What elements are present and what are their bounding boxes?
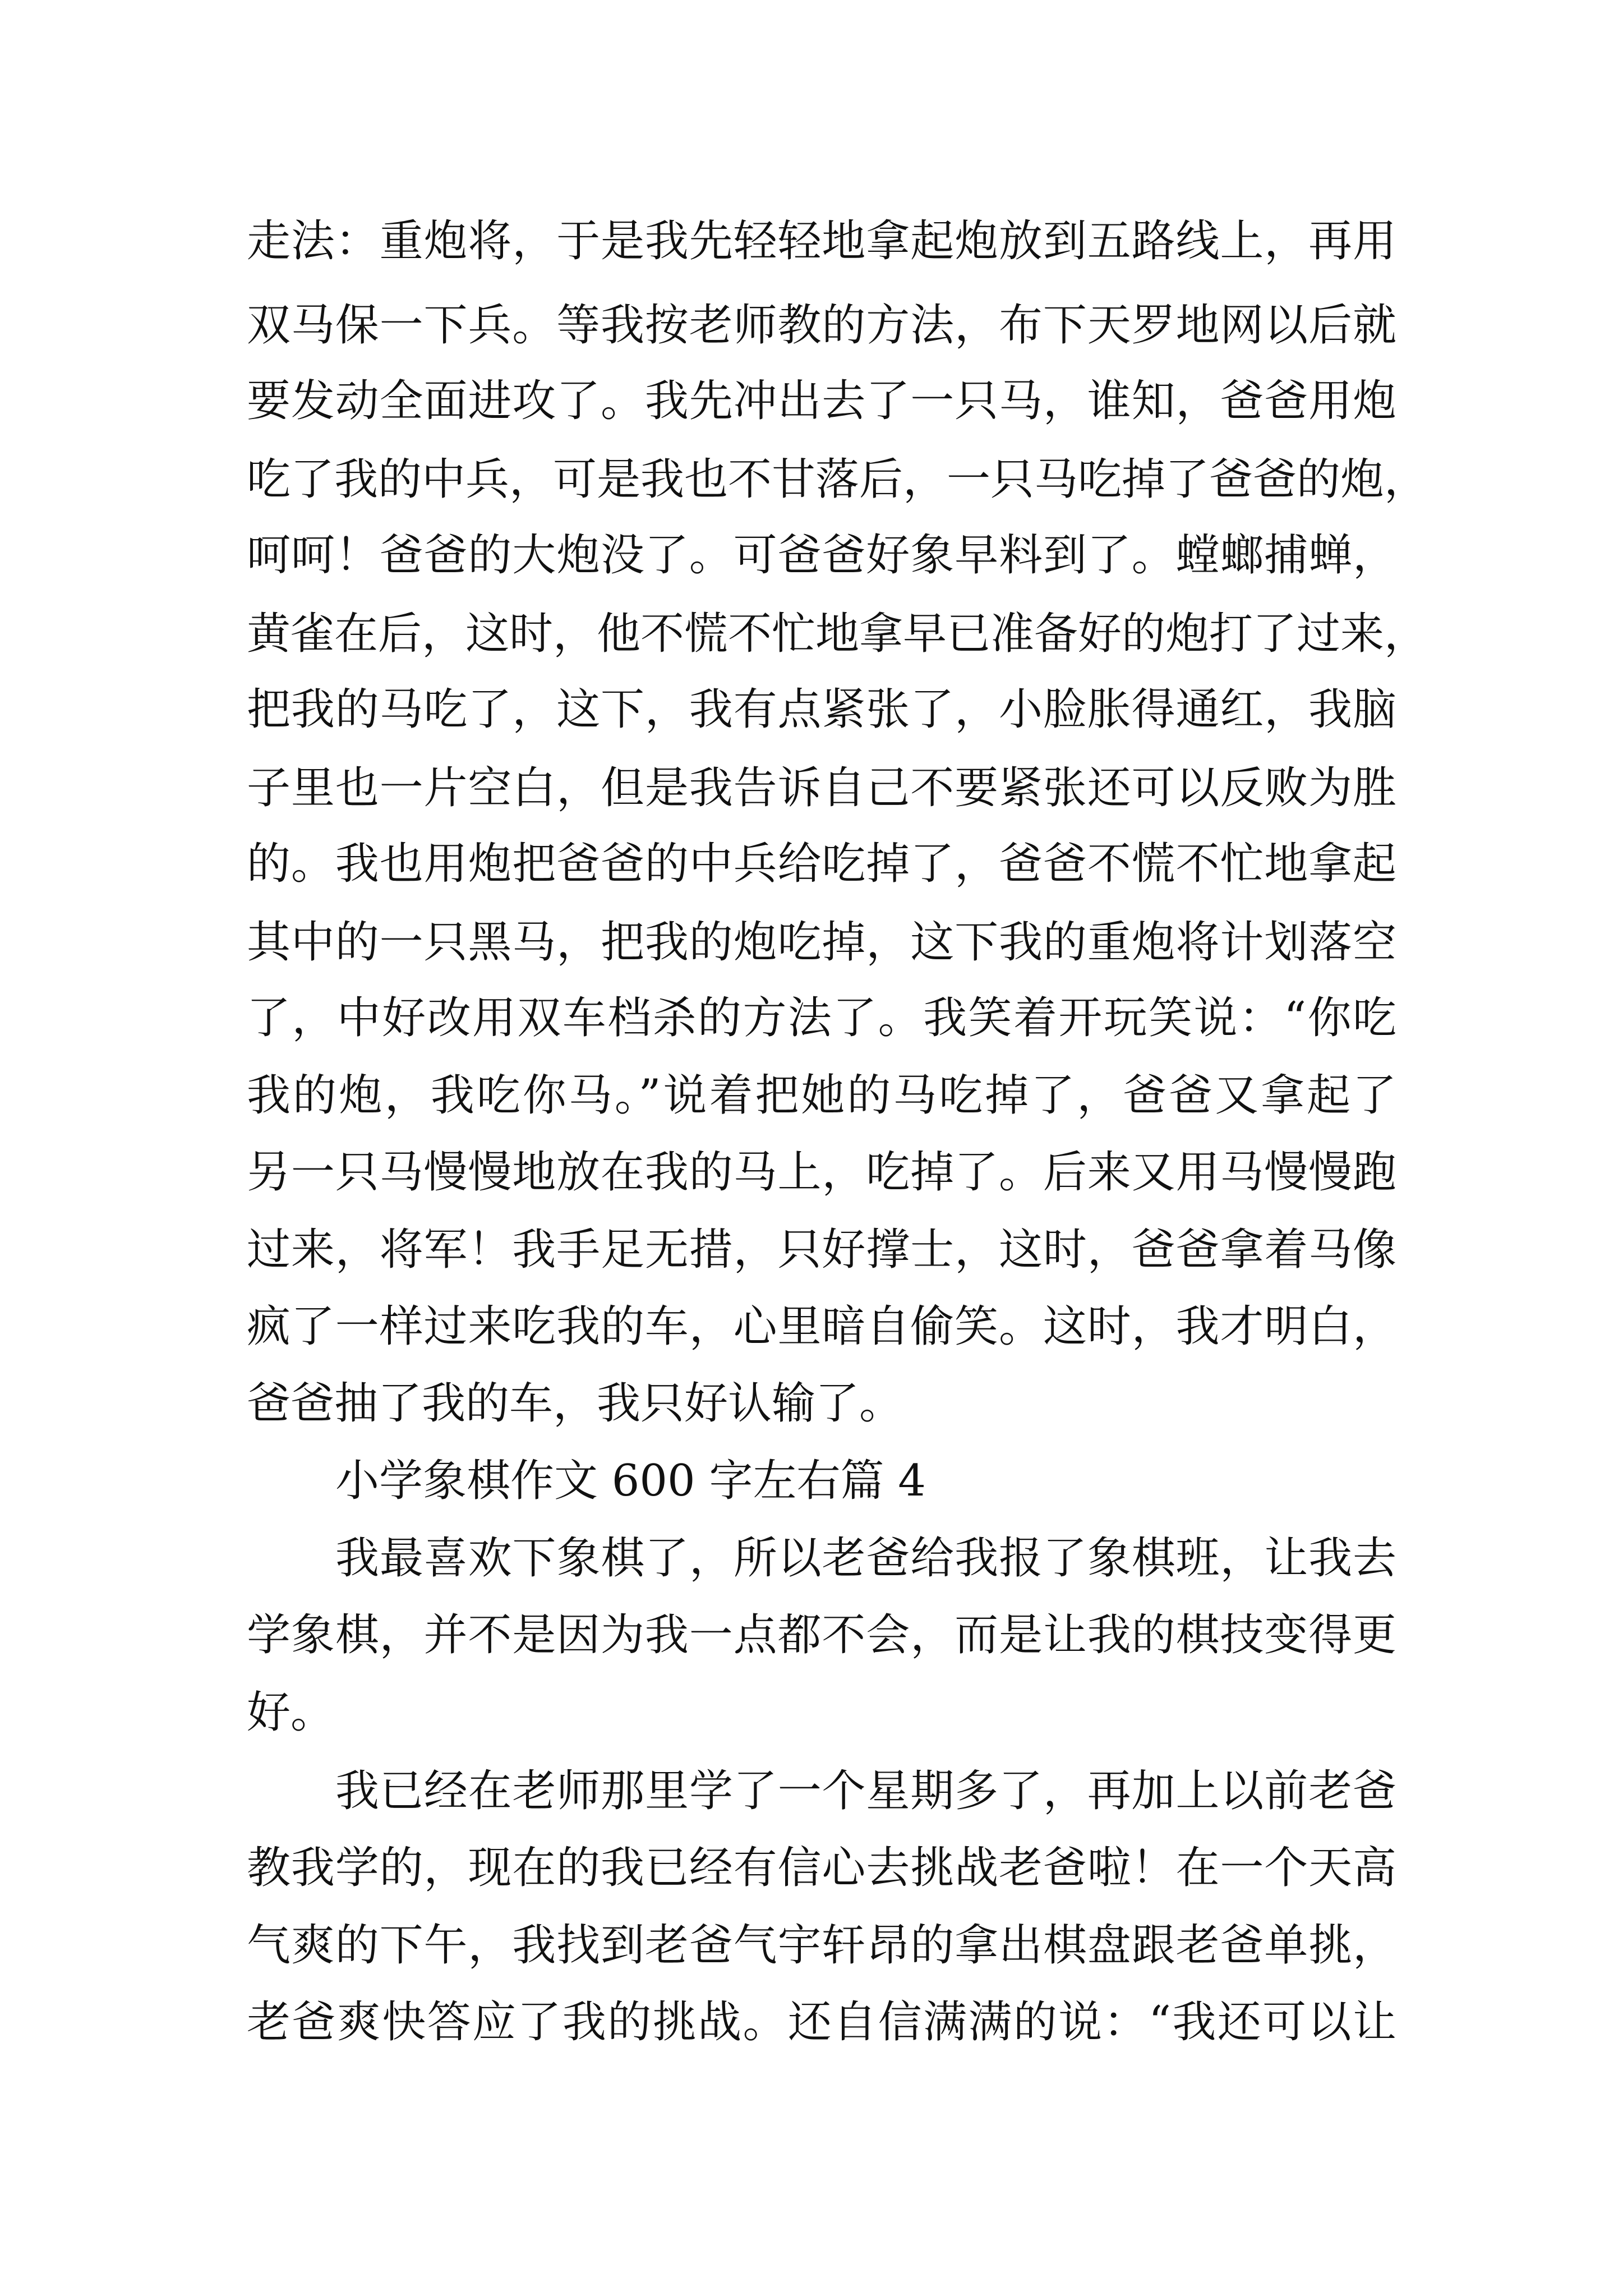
text-line: 爸爸抽了我的车，我只好认输了。 — [247, 1378, 903, 1429]
text-line: 气爽的下午，我找到老爸气宇轩昂的拿出棋盘跟老爸单挑， — [247, 1920, 1396, 1971]
text-line: 把我的马吃了，这下，我有点紧张了，小脸胀得通红，我脑 — [247, 684, 1396, 735]
text-line: 双马保一下兵。等我按老师教的方法，布下天罗地网以后就 — [247, 300, 1396, 351]
text-line: 过来，将军！我手足无措，只好撑士，这时，爸爸拿着马像 — [247, 1225, 1396, 1275]
text-line: 要发动全面进攻了。我先冲出去了一只马，谁知，爸爸用炮 — [247, 376, 1396, 426]
text-line: 我的炮，我吃你马。”说着把她的马吃掉了，爸爸又拿起了 — [247, 1070, 1396, 1121]
text-line: 教我学的，现在的我已经有信心去挑战老爸啦！在一个天高 — [247, 1843, 1396, 1893]
section-heading: 小学象棋作文 600 字左右篇 4 — [335, 1456, 926, 1506]
text-line: 吃了我的中兵，可是我也不甘落后，一只马吃掉了爸爸的炮， — [247, 454, 1428, 505]
text-line: 学象棋，并不是因为我一点都不会，而是让我的棋技变得更 — [247, 1610, 1396, 1660]
text-line: 好。 — [247, 1687, 335, 1738]
text-line: 黄雀在后，这时，他不慌不忙地拿早已准备好的炮打了过来， — [247, 609, 1428, 659]
text-line: 了，中好改用双车档杀的方法了。我笑着开玩笑说：“你吃 — [247, 993, 1396, 1043]
text-line: 子里也一片空白，但是我告诉自己不要紧张还可以反败为胜 — [247, 763, 1396, 813]
text-line: 呵呵！爸爸的大炮没了。可爸爸好象早料到了。螳螂捕蝉， — [247, 530, 1396, 581]
text-line: 另一只马慢慢地放在我的马上，吃掉了。后来又用马慢慢跑 — [247, 1147, 1396, 1198]
text-line: 我最喜欢下象棋了，所以老爸给我报了象棋班，让我去 — [335, 1533, 1396, 1584]
text-line: 走法：重炮将，于是我先轻轻地拿起炮放到五路线上，再用 — [247, 216, 1396, 266]
text-line: 我已经在老师那里学了一个星期多了，再加上以前老爸 — [335, 1766, 1396, 1816]
text-line: 的。我也用炮把爸爸的中兵给吃掉了，爸爸不慌不忙地拿起 — [247, 839, 1396, 889]
text-line: 老爸爽快答应了我的挑战。还自信满满的说：“我还可以让 — [247, 1997, 1396, 2047]
text-line: 其中的一只黑马，把我的炮吃掉，这下我的重炮将计划落空 — [247, 917, 1396, 968]
text-line: 疯了一样过来吃我的车，心里暗自偷笑。这时，我才明白， — [247, 1301, 1396, 1352]
